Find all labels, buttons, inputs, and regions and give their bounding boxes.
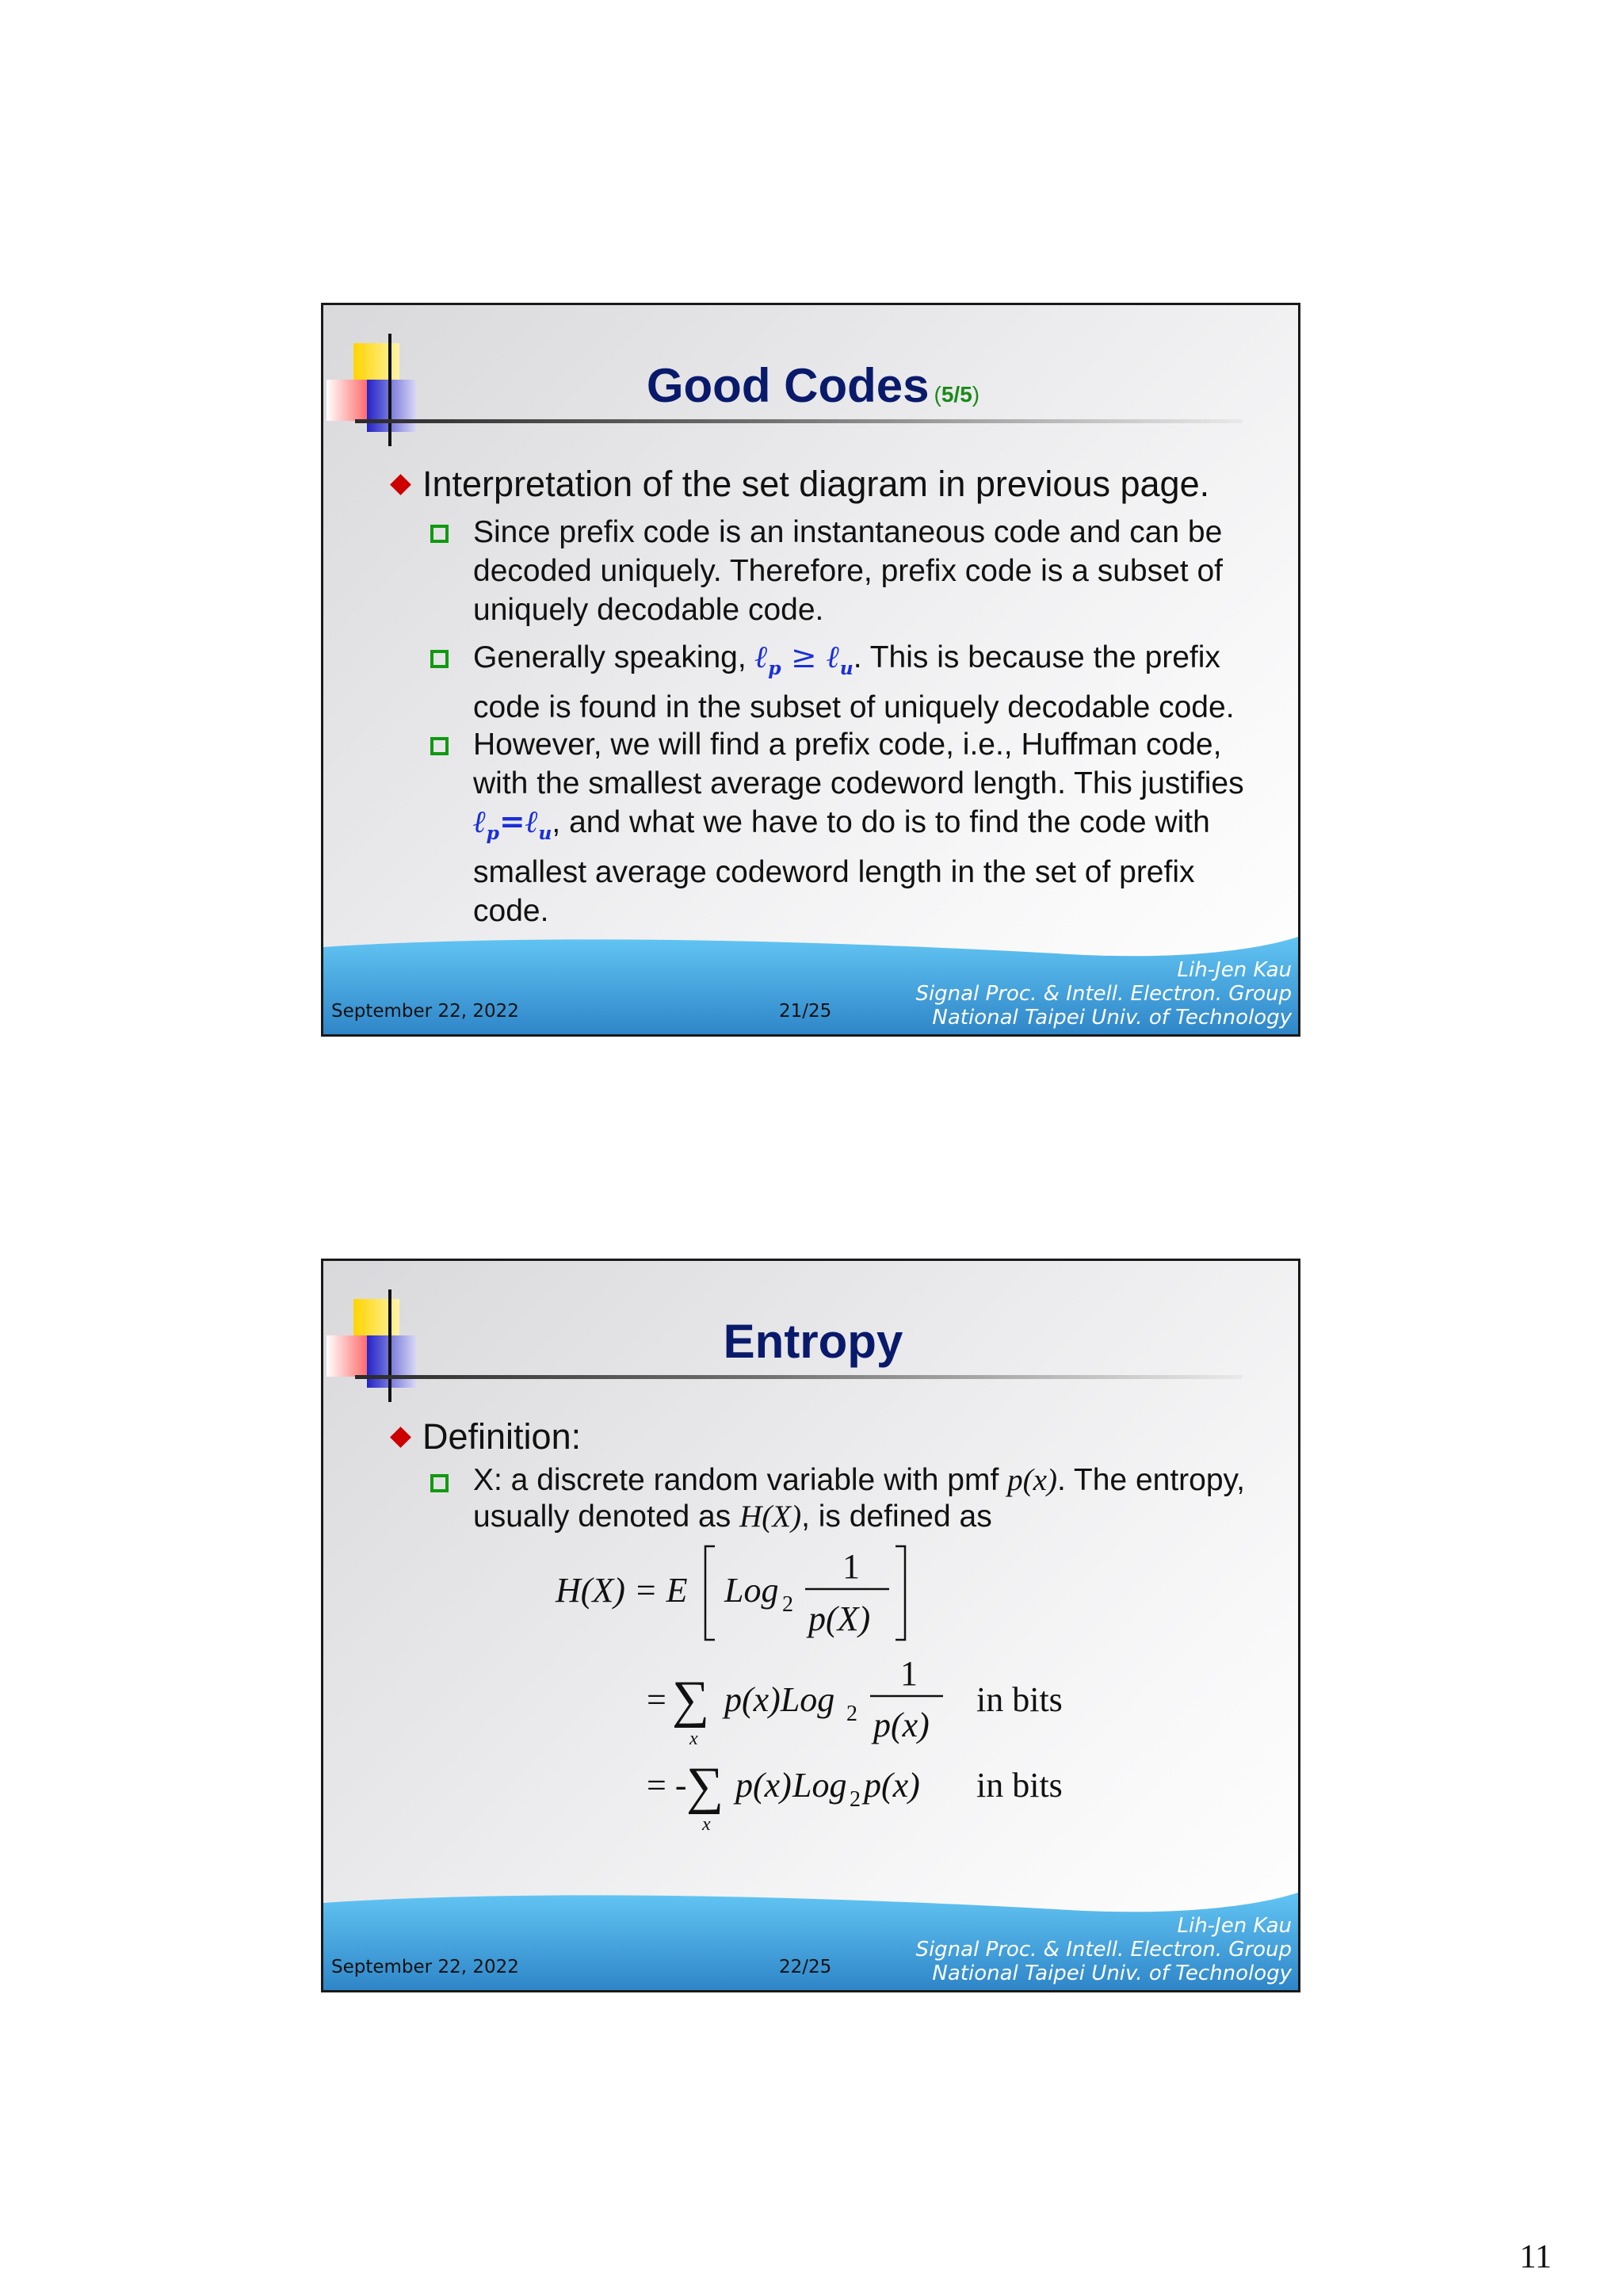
page-number: 11 [1519,2239,1552,2275]
footer-author: Lih-Jen Kau [1177,958,1292,982]
paren-open: ( [934,382,941,407]
title-text: Entropy [723,1315,903,1368]
formula-base: 2 [846,1702,857,1726]
sub-item [430,725,1278,930]
formula-denominator: p(x) [873,1706,930,1744]
entropy-symbol: H(X) [739,1499,802,1534]
formula-log: Log [792,1766,847,1805]
footer-page: 21/25 [779,1001,832,1022]
subscript-p: p [486,821,500,844]
sum-symbol: ∑ [672,1671,710,1729]
formula-log: Log [724,1571,779,1610]
sub-item-text: Since prefix code is an instantaneous code and can be decoded uniquely. Therefore, prefix code is a subset of uniquely decodable code. [473,515,1223,627]
formula-denominator: p(X) [808,1599,871,1638]
formula-unit: in bits [976,1680,1063,1719]
formula-numerator: 1 [900,1654,918,1693]
entropy-formula [323,1261,1300,1992]
title-part-number: 5/5 [941,382,972,407]
formula-lhs: H(X) = E [556,1571,688,1610]
sub-item [430,638,1278,727]
sub-text-post: , and what we have to do is to find the code with smallest average codeword length in the set of prefix code. [473,805,1210,928]
ell-p: ℓ [473,804,487,840]
square-bullet-icon [430,650,449,668]
footer-school: National Taipei Univ. of Technology [932,1006,1292,1030]
formula-numerator: 1 [842,1547,860,1586]
formula-neg-eq: = - [647,1766,687,1805]
sum-symbol: ∑ [686,1757,724,1815]
ell-inequality [754,639,854,679]
footer-date: September 22, 2022 [331,1001,519,1022]
footer-author: Lih-Jen Kau [1177,1914,1292,1938]
square-bullet-icon [430,737,449,755]
title-part [934,382,980,407]
bullet-item [388,462,1209,506]
sub-text-a: X: a discrete random variable with pmf [473,1463,999,1497]
footer-group: Signal Proc. & Intell. Electron. Group [915,982,1292,1006]
sub-item-text [473,725,1278,930]
sum-subscript: x [689,1729,698,1749]
sub-item [430,513,1278,629]
pmf-symbol: p(x) [1007,1463,1057,1497]
formula-base: 2 [782,1592,793,1617]
footer-group: Signal Proc. & Intell. Electron. Group [915,1938,1292,1962]
title-text: Good Codes [646,359,930,412]
operator: = [499,804,525,840]
ell-u: ℓ [827,639,840,675]
slide-entropy [321,1259,1300,1992]
ell-u: ℓ [525,804,539,840]
bullet-text: Definition: [422,1416,582,1457]
slide-good-codes [321,303,1300,1037]
formula-px-log: p(x)Log [724,1680,835,1719]
square-bullet-icon [430,525,449,543]
right-bracket [896,1546,905,1640]
operator: ≥ [781,640,827,675]
diamond-bullet-icon [390,474,411,495]
formula-px: p(x) [735,1766,792,1805]
formula-px: p(x) [864,1766,920,1805]
subscript-p: p [768,656,781,679]
subscript-u: u [839,656,854,679]
bullet-text: Interpretation of the set diagram in previous page. [422,464,1210,504]
subscript-u: u [538,821,552,844]
ell-p: ℓ [754,639,769,675]
slide-title [323,354,1300,426]
sub-text-c: , is defined as [801,1499,992,1534]
sub-item-text [473,638,1278,727]
sub-text-pre: Generally speaking, [473,640,747,674]
footer-author-block [915,1914,1292,1985]
sub-text-pre: However, we will find a prefix code, i.e., Huffman code, with the smallest average codeword length. This justifies [473,728,1244,800]
formula-unit: in bits [976,1766,1063,1805]
left-bracket [705,1546,715,1640]
sub-text-b: . The entropy, usually denoted as [473,1463,1245,1534]
footer-date: September 22, 2022 [331,1957,519,1977]
formula-eq: = [647,1680,666,1719]
footer-school: National Taipei Univ. of Technology [932,1962,1292,1985]
footer-author-block [915,958,1292,1030]
formula-base: 2 [850,1787,861,1812]
ell-equality [473,804,552,844]
sub-text-post: . This is because the prefix code is found in the subset of uniquely decodable code. [473,640,1235,724]
paren-close: ) [972,382,980,407]
sum-subscript: x [702,1814,711,1835]
footer-page: 22/25 [779,1957,832,1977]
